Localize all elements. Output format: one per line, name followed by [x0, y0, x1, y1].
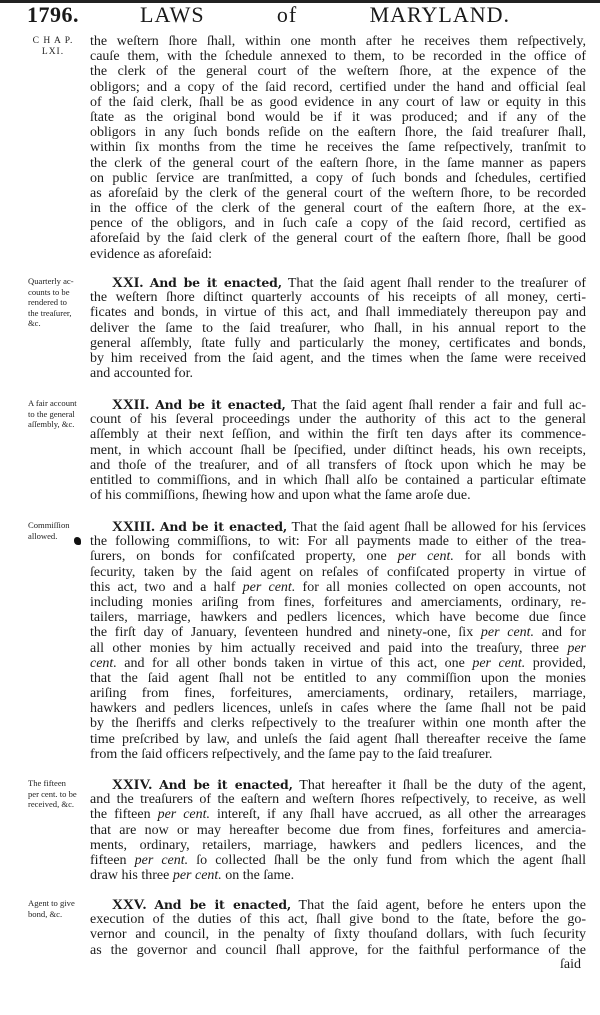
text-segment: That the ſaid agent ſhall render to the treaſurer of — [281, 276, 586, 291]
text-line — [90, 80, 586, 95]
text-line — [90, 838, 586, 853]
margin-note-line: Agent to give — [28, 898, 75, 908]
text-segment: tailers, marriage, hawkers and pedlers licences, which have become due ſince — [90, 610, 586, 626]
text-segment: this act, two and a half — [90, 579, 243, 595]
text-segment: the weſtern ſhore diſtinct quarterly accounts of his receipts of all money, certi- — [90, 290, 586, 306]
section-text — [90, 519, 586, 762]
margin-note-line: The fifteen — [28, 778, 66, 788]
italic-text: per cent. — [157, 807, 211, 823]
text-segment: entitled to commiſſions, and in which ſhall alſo be contained a particular eſtimate — [90, 472, 586, 488]
text-line — [90, 610, 586, 625]
text-line — [90, 534, 586, 549]
italic-text: per cent. — [480, 625, 535, 641]
text-segment: on the ſame. — [221, 868, 295, 884]
text-line — [90, 732, 586, 747]
text-segment: within ſix months from the time he receives the ſame reſpectively, tranſmit to — [90, 140, 586, 156]
text-segment: execution of the duties of this act, ſhall give bond to the ſtate, before the go- — [90, 912, 586, 928]
text-line — [90, 943, 586, 958]
text-line — [90, 488, 586, 503]
enacting-clause: And be it enacted, — [149, 275, 282, 290]
margin-note-line: to the general — [28, 408, 75, 419]
text-line — [90, 701, 586, 716]
margin-note-line: allowed. — [28, 530, 58, 541]
text-segment: time preſcribed by law, and unleſs the ſaid agent ſhall thereafter receive the ſame — [90, 731, 586, 747]
text-segment: and thoſe of the treaſurer, and of all transfers of ſtock upon which he may be — [90, 457, 586, 473]
text-line — [90, 275, 586, 290]
text-segment: aforeſaid by the ſaid clerk of the general court of the eaſtern ſhore, ſhall be good — [90, 231, 586, 247]
margin-note-line: &c. — [28, 318, 41, 328]
text-segment: that are now or may hereafter become due from fines, forfeitures and amercia- — [90, 822, 586, 838]
text-segment: ariſing from fines, forfeitures, amerciaments, ordinary, retailers, marriage, — [90, 686, 586, 702]
text-line — [90, 473, 586, 488]
enacting-clause: And be it enacted, — [154, 897, 292, 912]
section-text — [90, 777, 586, 883]
text-segment: the weſtern ſhore ſhall, within one month after he receives them reſpectively, — [90, 34, 586, 49]
text-segment: the firſt day of January, ſeventeen hundred and ninety-one, ſix — [90, 625, 481, 641]
text-line — [90, 580, 586, 595]
text-segment: as aforeſaid by the clerk of the general court of the weſtern ſhore, to be recorded — [90, 185, 586, 201]
text-segment: ſecurity, taken by the ſaid agent on reſales of confiſcated property in virtue of — [90, 564, 586, 580]
margin-note-line: per cent. to be — [28, 788, 77, 799]
text-line — [90, 868, 586, 883]
text-segment: ſo collected ſhall be the only fund from which the agent ſhall — [188, 852, 586, 868]
text-line — [90, 140, 586, 155]
italic-text: per cent. — [134, 852, 189, 868]
text-segment: in the office of the clerk of the general court of the eaſtern ſhore, at the ex- — [90, 201, 586, 217]
text-line — [90, 549, 586, 564]
text-line — [90, 49, 586, 64]
text-line — [90, 171, 586, 186]
section-text — [90, 275, 586, 381]
text-segment: evidence as aforeſaid: — [90, 246, 213, 262]
text-segment: all other monies by him actually received and paid into the treaſury, three — [90, 640, 568, 656]
text-line — [90, 427, 586, 442]
text-line — [90, 351, 586, 366]
text-line — [90, 777, 586, 792]
text-segment: and accounted for. — [90, 366, 194, 382]
text-segment: the clerk of the general court of the weſtern ſhore, at the expence of the — [90, 64, 586, 80]
text-segment: vernor and council, in the penalty of ſixty thouſand dollars, with ſuch ſecurity — [90, 927, 586, 943]
text-line — [90, 897, 586, 912]
section-text — [90, 34, 586, 262]
text-line — [90, 95, 586, 110]
text-segment: by him received from the ſaid agent, and the times when the ſame were received — [90, 350, 586, 366]
text-segment: as the governor and council ſhall approve, for the faithful performance of the — [90, 942, 586, 958]
margin-note — [30, 36, 76, 57]
text-line — [90, 186, 586, 201]
margin-note — [28, 398, 90, 430]
margin-note-line: Commiſſion — [28, 520, 70, 530]
text-line — [90, 125, 586, 140]
section-text — [90, 397, 586, 503]
text-segment: on public ſervice are tranſmitted, a copy of ſuch bonds and ſchedules, certified — [90, 170, 586, 186]
section-number: XXV. — [112, 897, 155, 913]
text-line — [90, 34, 586, 49]
text-line — [90, 156, 586, 171]
text-segment: That the ſaid agent ſhall be allowed for his ſervices — [287, 520, 586, 535]
text-line — [90, 519, 586, 534]
text-segment: and for all other bonds taken in virtue of this act, one — [116, 655, 473, 671]
margin-note-line: A fair account — [28, 398, 77, 408]
text-line — [90, 231, 586, 246]
margin-note-line: C H A P. — [32, 36, 74, 46]
text-segment: for all monies collected on open accounts, not — [295, 579, 587, 595]
text-segment: obligors; and a copy of the ſaid record, certified under the hand and official ſeal — [90, 79, 586, 95]
running-title: LAWS of MARYLAND. — [140, 2, 510, 27]
text-segment: That the ſaid agent, before he enters upon the — [291, 898, 586, 913]
text-segment: by the ſheriffs and clerks reſpectively to the treaſurer within one month after the — [90, 716, 586, 732]
italic-text: per cent. — [397, 549, 454, 565]
text-segment: deliver the ſame to the ſaid treaſurer, who ſhall, in his annual report to the — [90, 320, 586, 336]
text-segment: ſurers, on bonds for confiſcated property, one — [90, 549, 398, 565]
text-line — [90, 807, 586, 822]
margin-note — [28, 898, 90, 919]
text-segment: ment, in which account ſhall be ſpecified, under diſtinct heads, his own receipts, — [90, 442, 586, 458]
margin-note-line: aſſembly, &c. — [28, 419, 75, 429]
text-line — [90, 366, 586, 381]
margin-note — [28, 520, 90, 541]
text-segment: the fifteen — [90, 807, 158, 823]
text-segment: and for — [534, 625, 586, 641]
enacting-clause: And be it enacted, — [159, 777, 293, 792]
text-line — [90, 110, 586, 125]
margin-note-line: the treaſurer, — [28, 307, 72, 318]
italic-text: per — [567, 640, 586, 656]
margin-note — [28, 778, 90, 810]
text-line — [90, 595, 586, 610]
text-line — [90, 321, 586, 336]
text-segment: including monies ariſing from fines, forfeitures and amerciaments, ordinary, re- — [90, 594, 586, 610]
text-segment: and the treaſurers of the eaſtern and weſtern ſhores reſpectively, to receive, as well — [90, 792, 586, 808]
text-line — [90, 747, 586, 762]
enacting-clause: And be it enacted, — [159, 519, 288, 534]
section-number: XXIV. — [112, 777, 160, 793]
margin-note-line: rendered to — [28, 297, 67, 307]
margin-note-line: received, &c. — [28, 799, 75, 809]
text-line — [90, 458, 586, 473]
text-segment: hawkers and pedlers licences, unleſs in caſes where the ſame ſhall not be paid — [90, 701, 586, 717]
text-line — [90, 412, 586, 427]
section-number: XXI. — [112, 275, 150, 291]
text-segment: of his commiſſions, ſhewing how and upon what the ſame aroſe due. — [90, 488, 471, 504]
text-line — [90, 336, 586, 351]
text-line — [90, 247, 586, 262]
text-segment: general aſſembly, ſtate fully and particularly the money, certificates and bonds, — [90, 335, 586, 351]
margin-note-line: bond, &c. — [28, 908, 63, 919]
text-line — [90, 443, 586, 458]
section-number: XXIII. — [112, 519, 160, 535]
text-segment: the following commiſſions, to wit: For all payments made to either of the trea- — [90, 534, 586, 550]
text-segment: cauſe them, with the ſchedule annexed to them, to be recorded in the office of — [90, 49, 586, 65]
text-segment: obligors in any ſuch bonds reſide on the eaſtern ſhore, the ſaid treaſurer ſhall, — [90, 125, 586, 141]
italic-text: per cent. — [172, 868, 222, 884]
text-line — [90, 64, 586, 79]
text-line — [90, 216, 586, 231]
text-segment: from the ſaid officers reſpectively, and the ſame pay to the ſaid treaſurer. — [90, 746, 493, 762]
italic-text: per cent. — [472, 655, 526, 671]
text-segment: draw his three — [90, 868, 173, 884]
text-line — [90, 686, 586, 701]
text-line — [90, 716, 586, 731]
text-line — [90, 641, 586, 656]
margin-note-line: Quarterly ac- — [28, 276, 74, 286]
text-segment: provided, — [525, 655, 587, 671]
text-line — [90, 823, 586, 838]
text-segment: ments, ordinary, retailers, marriage, hawkers and pedlers licences, and the — [90, 837, 586, 853]
margin-note-line: counts to be — [28, 286, 70, 297]
text-segment: That hereafter it ſhall be the duty of the agent, — [292, 778, 586, 793]
text-segment: aſſembly at their next ſeſſion, and within the firſt ten days after its commence- — [90, 427, 586, 443]
text-segment: fifteen — [90, 852, 135, 868]
page-year: 1796. — [27, 2, 79, 27]
text-line — [90, 927, 586, 942]
text-line — [90, 792, 586, 807]
text-line — [90, 290, 586, 305]
enacting-clause: And be it enacted, — [155, 397, 286, 412]
text-segment: intereſt, if any ſhall have accrued, as all other the arrearages — [210, 807, 586, 823]
text-line — [90, 625, 586, 640]
text-segment: for all bonds with — [453, 549, 587, 565]
margin-note-line: LXI. — [41, 46, 65, 57]
text-line — [90, 853, 586, 868]
text-line — [90, 671, 586, 686]
text-line — [90, 565, 586, 580]
section-text — [90, 897, 586, 958]
section-number: XXII. — [112, 397, 156, 413]
text-line — [90, 201, 586, 216]
text-line — [90, 397, 586, 412]
text-segment: That the ſaid agent ſhall render a fair and full ac- — [285, 398, 586, 413]
text-segment: ſtate as the original bond would be if it was produced; and if any of the — [90, 109, 586, 125]
catchword: ſaid — [560, 957, 581, 972]
text-segment: ficates and bonds, in virtue of this act, and ſhall immediately thereupon pay and — [90, 305, 586, 321]
text-line — [90, 305, 586, 320]
text-line — [90, 912, 586, 927]
text-segment: that the ſaid agent ſhall not be entitled to any commiſſion upon the monies — [90, 670, 586, 686]
italic-text: per cent. — [242, 579, 296, 595]
italic-text: cent. — [90, 655, 117, 671]
text-segment: of the ſaid clerk, ſhall be as good evidence in any court of law or equity in this — [90, 94, 586, 110]
margin-note — [28, 276, 90, 329]
text-segment: pence of the obligors, and in ſuch caſe a copy of the ſaid record, certified as — [90, 216, 586, 232]
text-segment: count of his ſeveral proceedings under the authority of this act to the general — [90, 412, 586, 428]
text-segment: the clerk of the general court of the eaſtern ſhore, in the ſame manner as papers — [90, 155, 586, 171]
text-line — [90, 656, 586, 671]
